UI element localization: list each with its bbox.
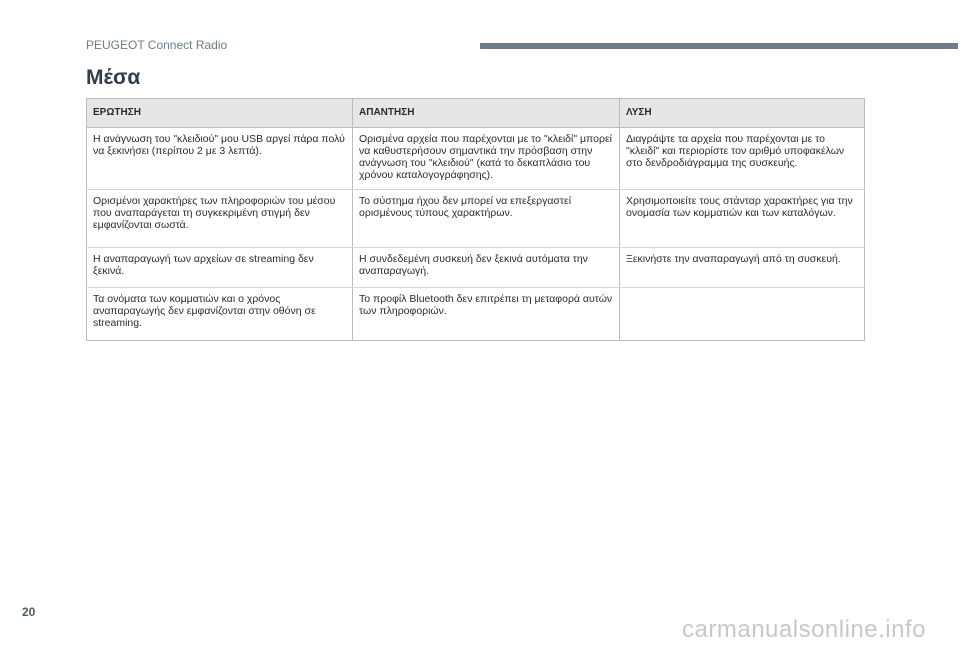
question-text: Τα ονόματα των κομματιών και ο χρόνος αναπαραγωγής δεν εμφανίζονται στην οθόνη σε streaming.	[93, 293, 316, 329]
question-cell	[87, 128, 353, 190]
answer-text: Το προφίλ Bluetooth δεν επιτρέπει τη μεταφορά αυτών των πληροφοριών.	[359, 293, 613, 317]
table-row	[87, 288, 865, 341]
solution-text: Διαγράψτε τα αρχεία που παρέχονται με το "κλειδί" και περιορίστε τον αριθμό υποφακέλων στο δενδροδιάγραμμα της συσκευής.	[626, 133, 845, 169]
table-header-row	[87, 99, 865, 128]
section-title: Μέσα	[86, 66, 141, 89]
question-text: Η ανάγνωση του "κλειδιού" μου USB αργεί πάρα πολύ να ξεκινήσει (περίπου 2 με 3 λεπτά).	[93, 133, 345, 157]
solution-cell	[620, 190, 865, 248]
answer-text: Ορισμένα αρχεία που παρέχονται με το "κλειδί" μπορεί να καθυστερήσουν σημαντικά την πρόσβαση στην ανάγνωση του "κλειδιού" (κατά το δεκαπλάσιο του χρόνου καταλογογράφησης).	[359, 133, 612, 181]
solution-text: Ξεκινήστε την αναπαραγωγή από τη συσκευή.	[626, 253, 841, 265]
solution-cell	[620, 288, 865, 341]
answer-cell	[353, 248, 620, 288]
table-row	[87, 248, 865, 288]
header-decorative-bar	[480, 43, 958, 49]
faq-table	[86, 98, 865, 341]
question-cell	[87, 248, 353, 288]
question-cell	[87, 288, 353, 341]
column-header-solution: ΛΥΣΗ	[620, 99, 865, 128]
solution-cell	[620, 128, 865, 190]
question-text: Η αναπαραγωγή των αρχείων σε streaming δεν ξεκινά.	[93, 253, 314, 277]
answer-text: Η συνδεδεμένη συσκευή δεν ξεκινά αυτόματα την αναπαραγωγή.	[359, 253, 588, 277]
page-number: 20	[22, 605, 36, 619]
answer-cell	[353, 128, 620, 190]
answer-cell	[353, 288, 620, 341]
answer-text: Το σύστημα ήχου δεν μπορεί να επεξεργαστεί ορισμένους τύπους χαρακτήρων.	[359, 195, 572, 219]
solution-text: Χρησιμοποιείτε τους στάνταρ χαρακτήρες για την ονομασία των κομματιών και των καταλόγων.	[626, 195, 853, 219]
table-row	[87, 128, 865, 190]
watermark-text: carmanualsonline.info	[682, 616, 926, 643]
document-header-title: PEUGEOT Connect Radio	[86, 38, 228, 52]
column-header-answer: ΑΠΑΝΤΗΣΗ	[353, 99, 620, 128]
question-text: Ορισμένοι χαρακτήρες των πληροφοριών του μέσου που αναπαράγεται τη συγκεκριμένη στιγμή δεν εμφανίζονται σωστά.	[93, 195, 336, 231]
answer-cell	[353, 190, 620, 248]
solution-cell	[620, 248, 865, 288]
column-header-question: ΕΡΩΤΗΣΗ	[87, 99, 353, 128]
table-row	[87, 190, 865, 248]
question-cell	[87, 190, 353, 248]
